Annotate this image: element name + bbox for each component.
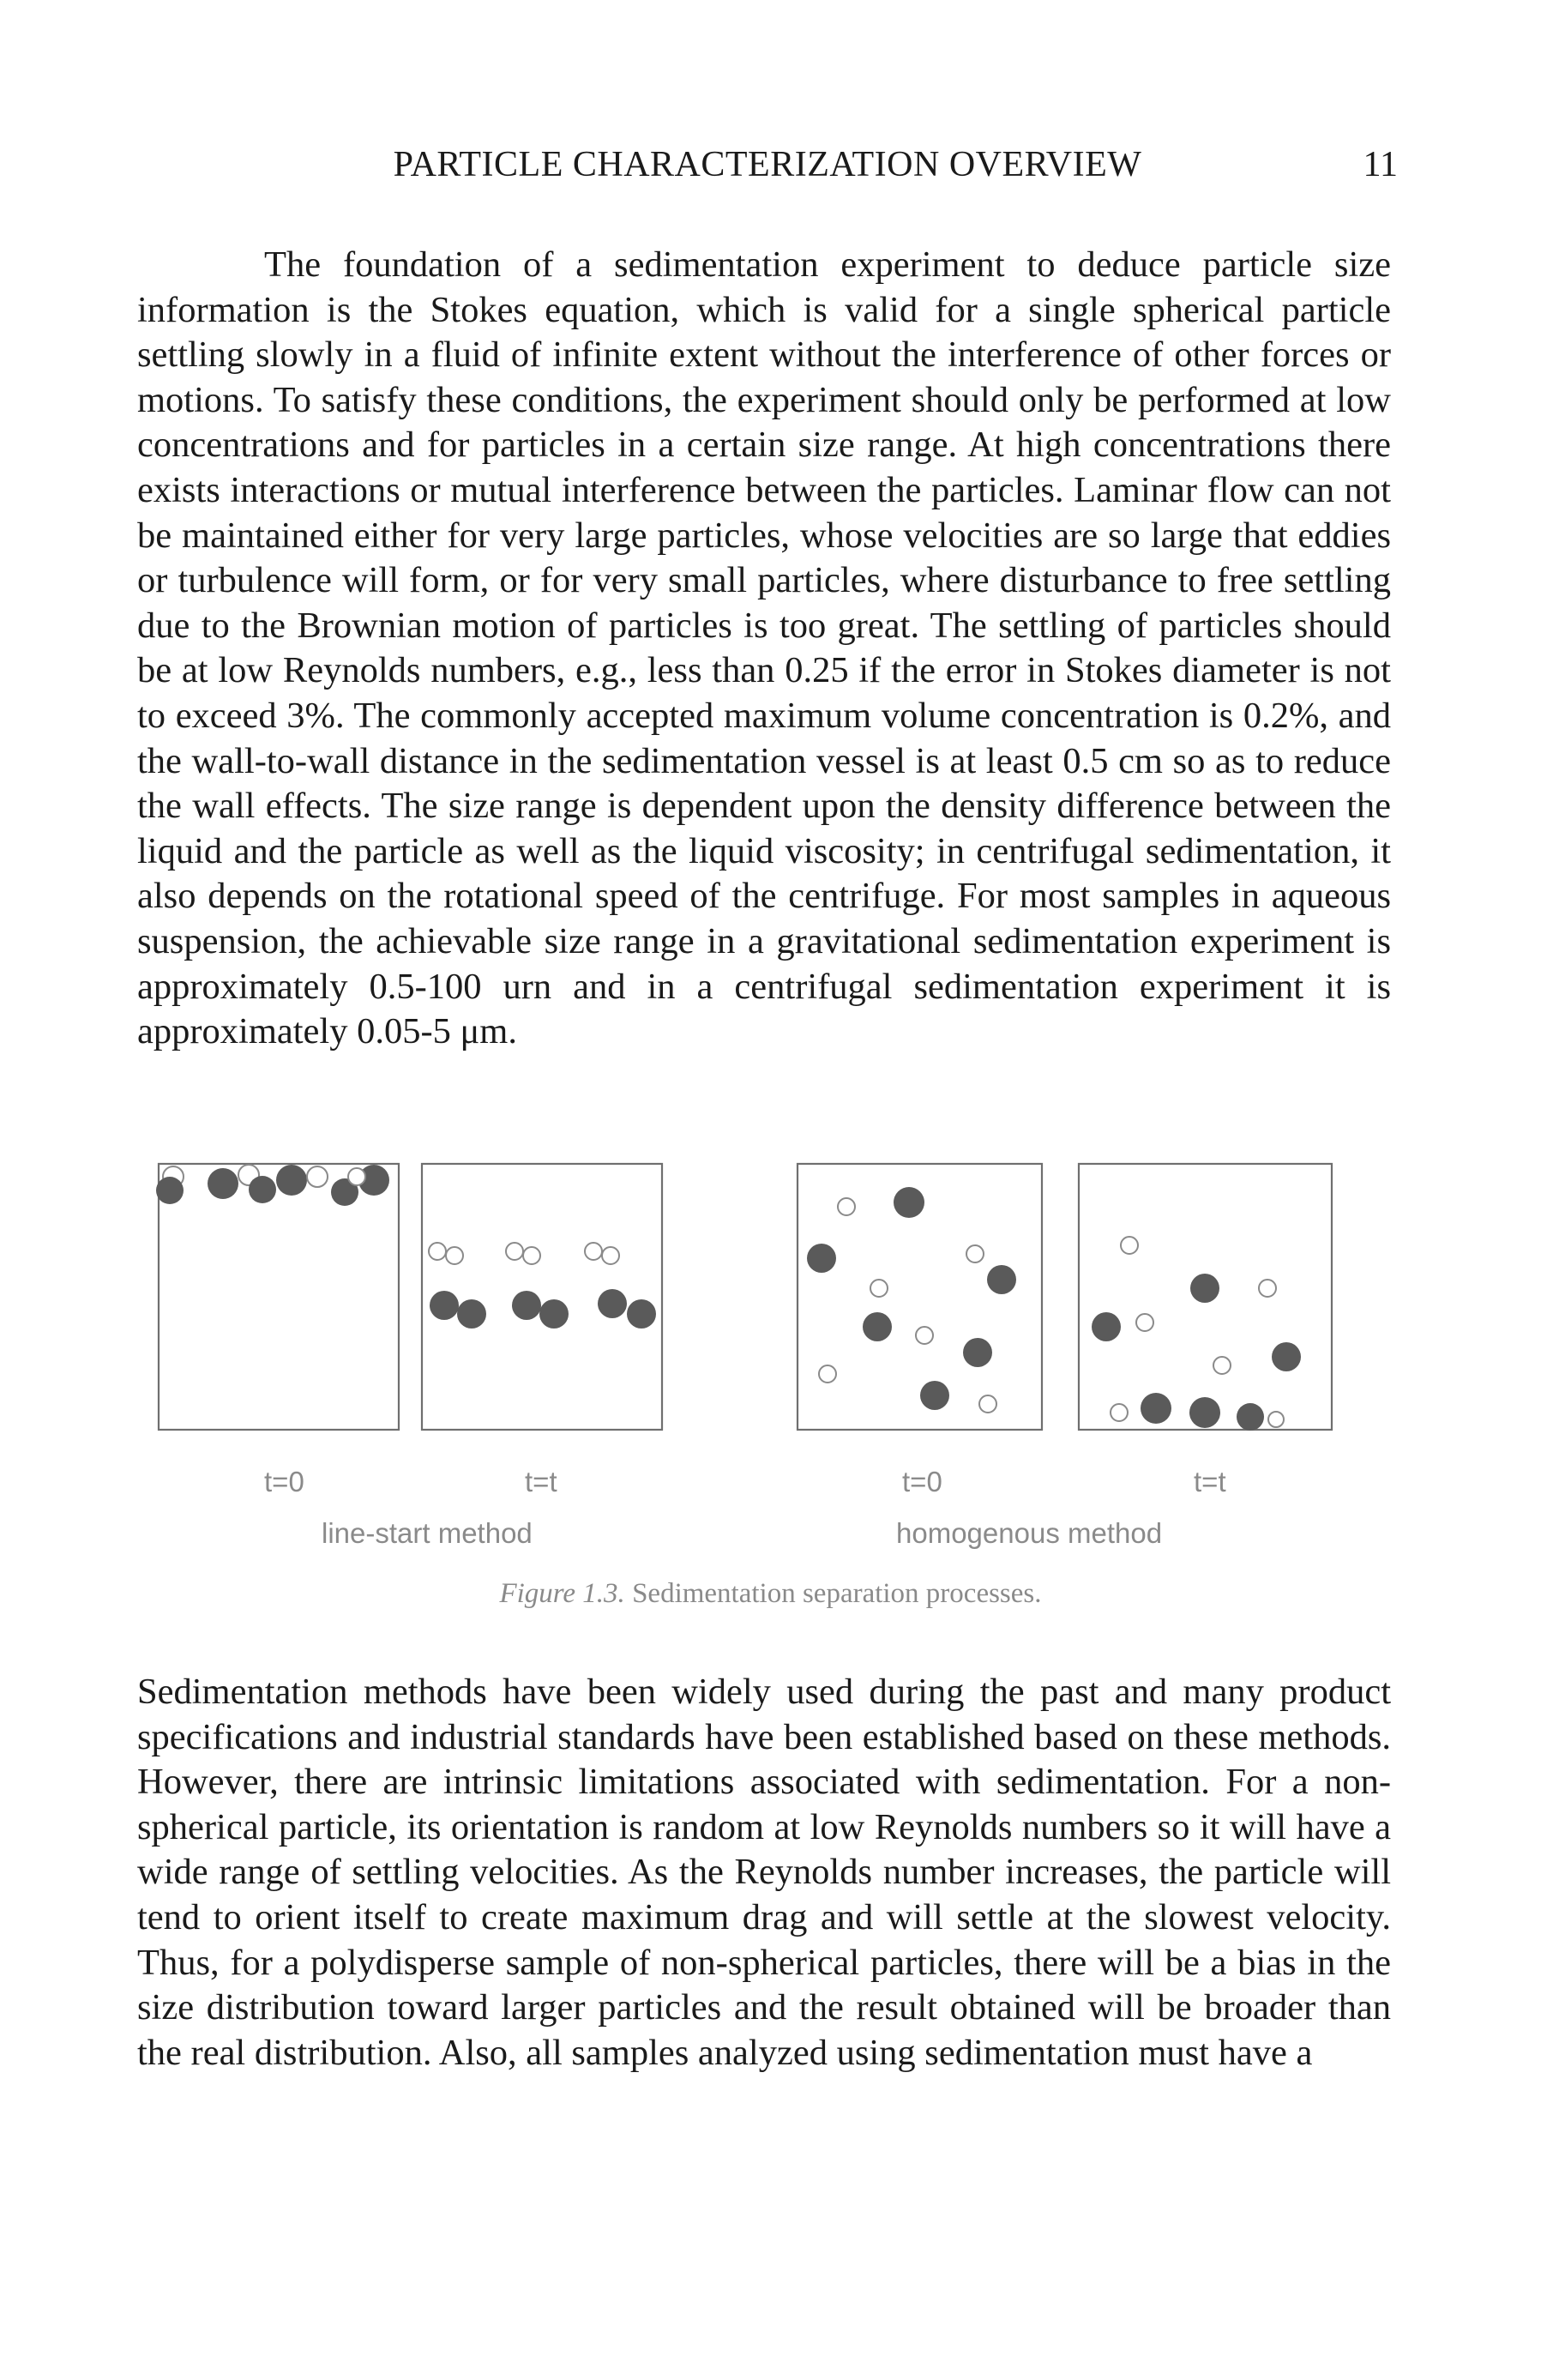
sedimentation-diagram bbox=[154, 1160, 1355, 1443]
vessel-homogenous-t0 bbox=[798, 1164, 1042, 1430]
figure-number: Figure 1.3. bbox=[499, 1578, 625, 1609]
vessel-homogenous-tt bbox=[1079, 1164, 1332, 1431]
figure-caption-text: Sedimentation separation processes. bbox=[632, 1578, 1042, 1609]
time-label: t=0 bbox=[264, 1466, 304, 1497]
vessel-line-start-t0 bbox=[156, 1164, 399, 1430]
vessel-line-start-tt bbox=[422, 1164, 662, 1430]
paragraph-sedimentation-foundation: The foundation of a sedimentation experiment to deduce particle size information is the Stokes equation, which is valid for a single spherical particle settling slowly in a fluid of infinite extent without the interference of other forces or motions. To satisfy these conditions, the experiment should only be performed at low concentrations and for particles in a certain size range. At high concentrations there exists interactions or mutual interference between the particles. Laminar flow can not be maintained either for very large particles, whose velocities are so large that eddies or turbulence will form, or for very small particles, where disturbance to free settling due to the Brownian motion of particles is too great. The settling of particles should be at low Reynolds numbers, e.g., less than 0.25 if the error in Stokes diameter is not to exceed 3%. The commonly accepted maximum volume concentration is 0.2%, and the wall-to-wall distance in the sedimentation vessel is at least 0.5 cm so as to reduce the wall effects. The size range is dependent upon the density difference between the liquid and the particle as well as the liquid viscosity; in centrifugal sedimentation, it also depends on the rotational speed of the centrifuge. For most samples in aqueous suspension, the achievable size range in a gravitational sedimentation experiment is approximately 0.5-100 urn and in a centrifugal sedimentation experiment it is approximately 0.05-5 μm. bbox=[137, 244, 1391, 1052]
method-label-line-start: line-start method bbox=[322, 1517, 533, 1549]
running-title: PARTICLE CHARACTERIZATION OVERVIEW bbox=[393, 145, 1142, 184]
figure-caption bbox=[0, 1578, 1541, 1610]
running-header bbox=[137, 144, 1398, 187]
figure-sedimentation-processes bbox=[154, 1160, 1355, 1549]
paragraph-sedimentation-limitations: Sedimentation methods have been widely used during the past and many product specifications and industrial standards have been established based on these methods. However, there are intrinsic limitations associated with sedimentation. For a non-spherical particle, its orientation is random at low Reynolds numbers so it will have a wide range of settling velocities. As the Reynolds number increases, the particle will tend to orient itself to create maximum drag and will settle at the slowest velocity. Thus, for a polydisperse sample of non-spherical particles, there will be a bias in the size distribution toward larger particles and the result obtained will be broader than the real distribution. Also, all samples analyzed using sedimentation must have a bbox=[137, 1672, 1391, 2073]
page-number: 11 bbox=[1363, 145, 1398, 184]
time-label: t=0 bbox=[902, 1466, 942, 1497]
time-label: t=t bbox=[1194, 1466, 1226, 1497]
time-label: t=t bbox=[525, 1466, 557, 1497]
method-label-homogenous: homogenous method bbox=[896, 1517, 1163, 1549]
